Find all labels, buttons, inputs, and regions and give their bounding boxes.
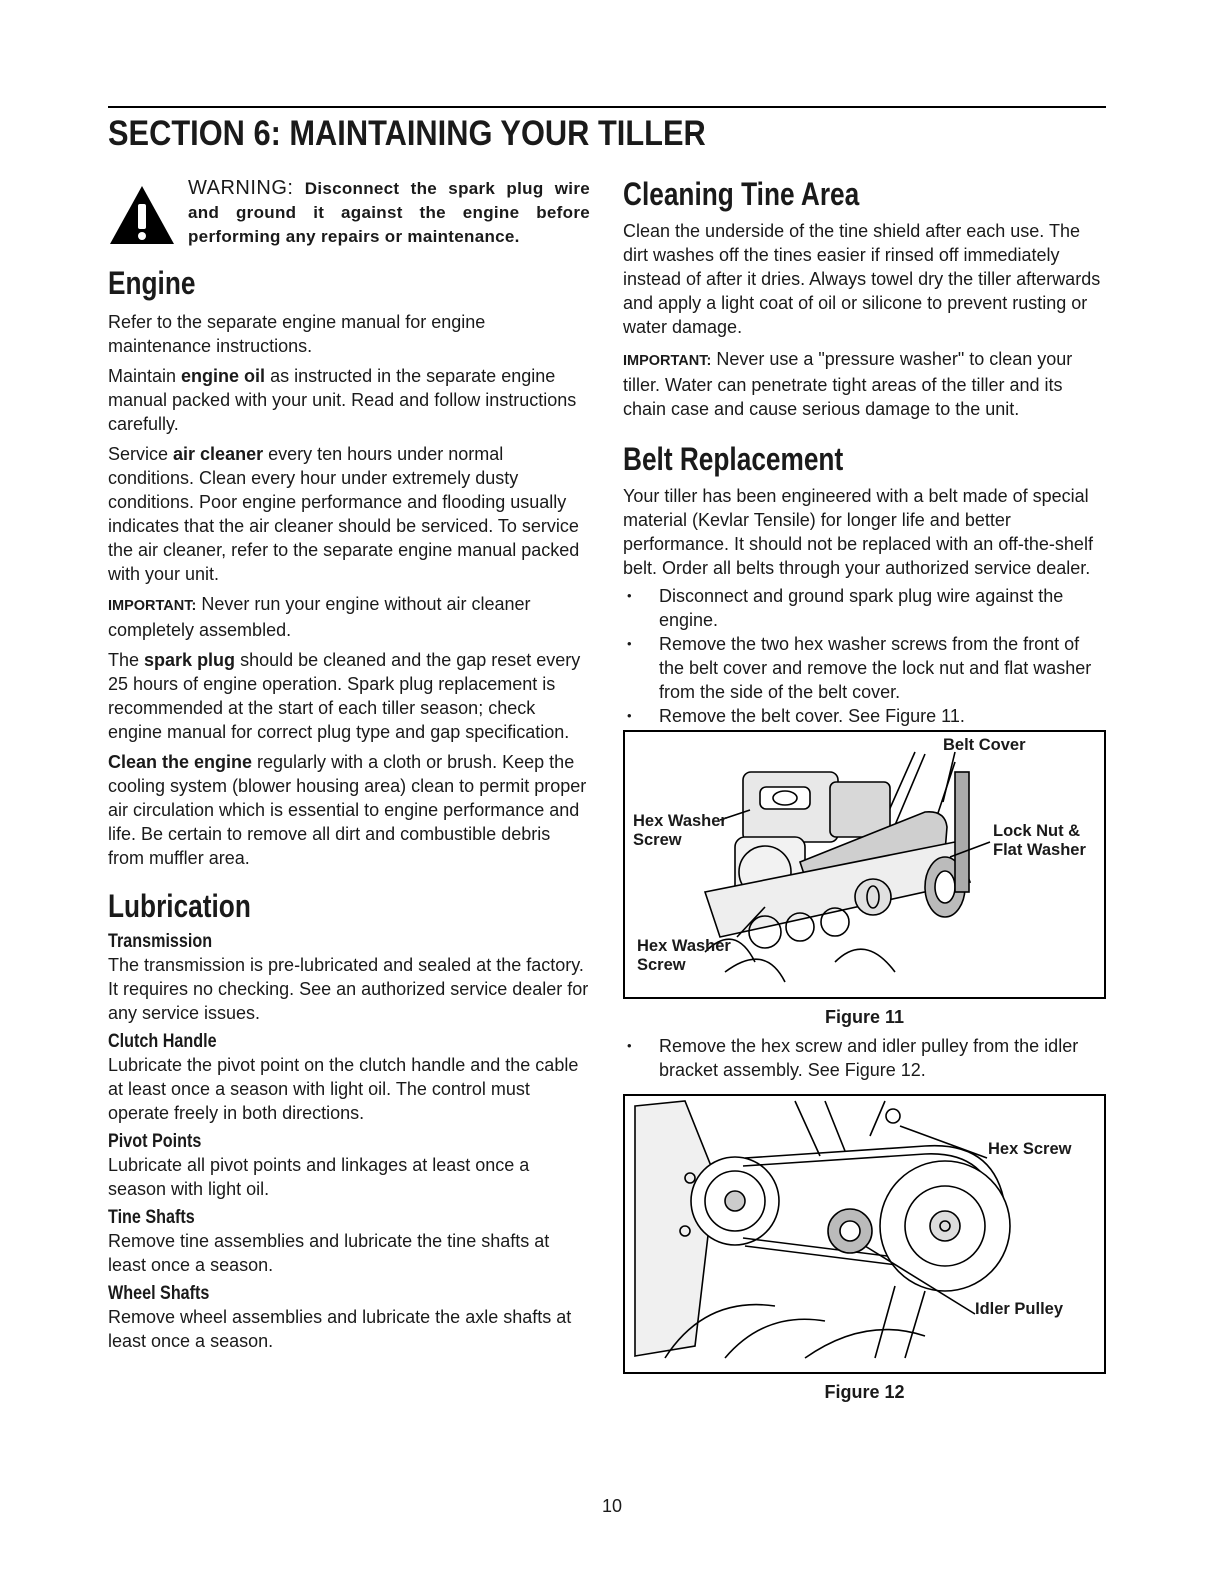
engine-p4: The spark plug should be cleaned and the gap reset every 25 hours of engine operation. Spark plug replacement is recommended at the start of each tiller season; check engine manual for correct plug type and gap specification.	[108, 650, 581, 742]
label-belt-cover: Belt Cover	[943, 736, 1026, 754]
lube-text-transmission: The transmission is pre-lubricated and sealed at the factory. It requires no checking. See an authorized service dealer for any service issues.	[108, 955, 589, 1023]
engine-body	[108, 310, 590, 870]
label-hex-washer-top: Hex Washer Screw	[633, 812, 727, 849]
pulley-illustration	[625, 1096, 1104, 1372]
lube-title-wheel-shafts: Wheel Shafts	[108, 1283, 210, 1304]
label-hex-washer-bottom: Hex Washer Screw	[637, 937, 731, 974]
belt-step-3: • Remove the belt cover. See Figure 11.	[623, 704, 1106, 728]
figure-12	[623, 1094, 1106, 1374]
page-number: 10	[601, 1496, 623, 1516]
figure-11-caption: Figure 11	[824, 1007, 905, 1027]
warning-triangle-icon	[108, 176, 176, 251]
right-column	[623, 176, 1106, 1403]
engine-p5: Clean the engine regularly with a cloth or brush. Keep the cooling system (blower housing area) clean to permit proper air circulation which is essential to engine performance and life. Be certain to remove all dirt and combustible debris from muffler area.	[108, 752, 587, 868]
lube-title-clutch-handle: Clutch Handle	[108, 1031, 217, 1052]
lube-text-pivot-points: Lubricate all pivot points and linkages at least once a season with light oil.	[108, 1155, 530, 1199]
belt-step-2: • Remove the two hex washer screws from the front of the belt cover and remove the lock nut and flat washer from the side of the belt cover.	[623, 632, 1106, 704]
belt-step-4: • Remove the hex screw and idler pulley from the idler bracket assembly. See Figure 12.	[623, 1034, 1106, 1082]
cleaning-p1: Clean the underside of the tine shield after each use. The dirt washes off the tines easier if rinsed off immediately instead of after it dries. Always towel dry the tiller afterwards and apply a light coat of oil or silicone to prevent rusting or water damage.	[623, 221, 1101, 337]
engine-heading: Engine	[108, 265, 196, 301]
lube-title-pivot-points: Pivot Points	[108, 1131, 202, 1152]
lubrication-heading: Lubrication	[108, 888, 251, 924]
belt-step-after	[623, 1034, 1106, 1082]
warning-text	[188, 176, 590, 251]
figure-12-caption: Figure 12	[824, 1382, 905, 1402]
warning-lead: WARNING:	[188, 177, 294, 199]
lube-title-transmission: Transmission	[108, 931, 213, 952]
lube-text-clutch-handle: Lubricate the pivot point on the clutch handle and the cable at least once a season with light oil. The control must operate freely in both directions.	[108, 1055, 579, 1123]
top-rule	[108, 106, 1106, 108]
engine-p1: Refer to the separate engine manual for engine maintenance instructions.	[108, 312, 486, 356]
label-lock-nut: Lock Nut & Flat Washer	[993, 822, 1086, 859]
warning-box	[108, 176, 590, 251]
label-idler-pulley: Idler Pulley	[975, 1300, 1064, 1318]
engine-p2: Maintain engine oil as instructed in the separate engine manual packed with your unit. Read and follow instructions carefully.	[108, 366, 577, 434]
belt-steps	[623, 584, 1106, 728]
cleaning-important: IMPORTANT: Never use a "pressure washer" to clean your tiller. Water can penetrate tight areas of the tiller and its chain case and cause serious damage to the unit.	[623, 349, 1073, 419]
lubrication-list	[108, 931, 590, 1353]
cleaning-heading: Cleaning Tine Area	[623, 176, 860, 212]
belt-p1: Your tiller has been engineered with a belt made of special material (Kevlar Tensile) for longer life and better performance. It should not be replaced with an off-the-shelf belt. Order all belts through your authorized service dealer.	[623, 486, 1093, 578]
left-column	[108, 176, 590, 1353]
belt-heading: Belt Replacement	[623, 441, 844, 477]
engine-p3: Service air cleaner every ten hours under normal conditions. Clean every hour under extremely dusty conditions. Poor engine performance and flooding usually indicates that the air cleaner should be serviced. To service the air cleaner, refer to the separate engine manual packed with your unit.	[108, 444, 580, 584]
belt-step-1: • Disconnect and ground spark plug wire against the engine.	[623, 584, 1106, 632]
warning-body: Disconnect the spark plug wire and ground it against the engine before performing any repairs or maintenance.	[188, 179, 590, 246]
lube-text-tine-shafts: Remove tine assemblies and lubricate the tine shafts at least once a season.	[108, 1231, 550, 1275]
label-hex-screw: Hex Screw	[988, 1140, 1072, 1158]
section-title: SECTION 6: MAINTAINING YOUR TILLER	[108, 114, 706, 153]
figure-11	[623, 730, 1106, 999]
engine-important: IMPORTANT: Never run your engine without air cleaner completely assembled.	[108, 594, 531, 640]
lube-text-wheel-shafts: Remove wheel assemblies and lubricate the axle shafts at least once a season.	[108, 1307, 572, 1351]
lube-title-tine-shafts: Tine Shafts	[108, 1207, 195, 1228]
